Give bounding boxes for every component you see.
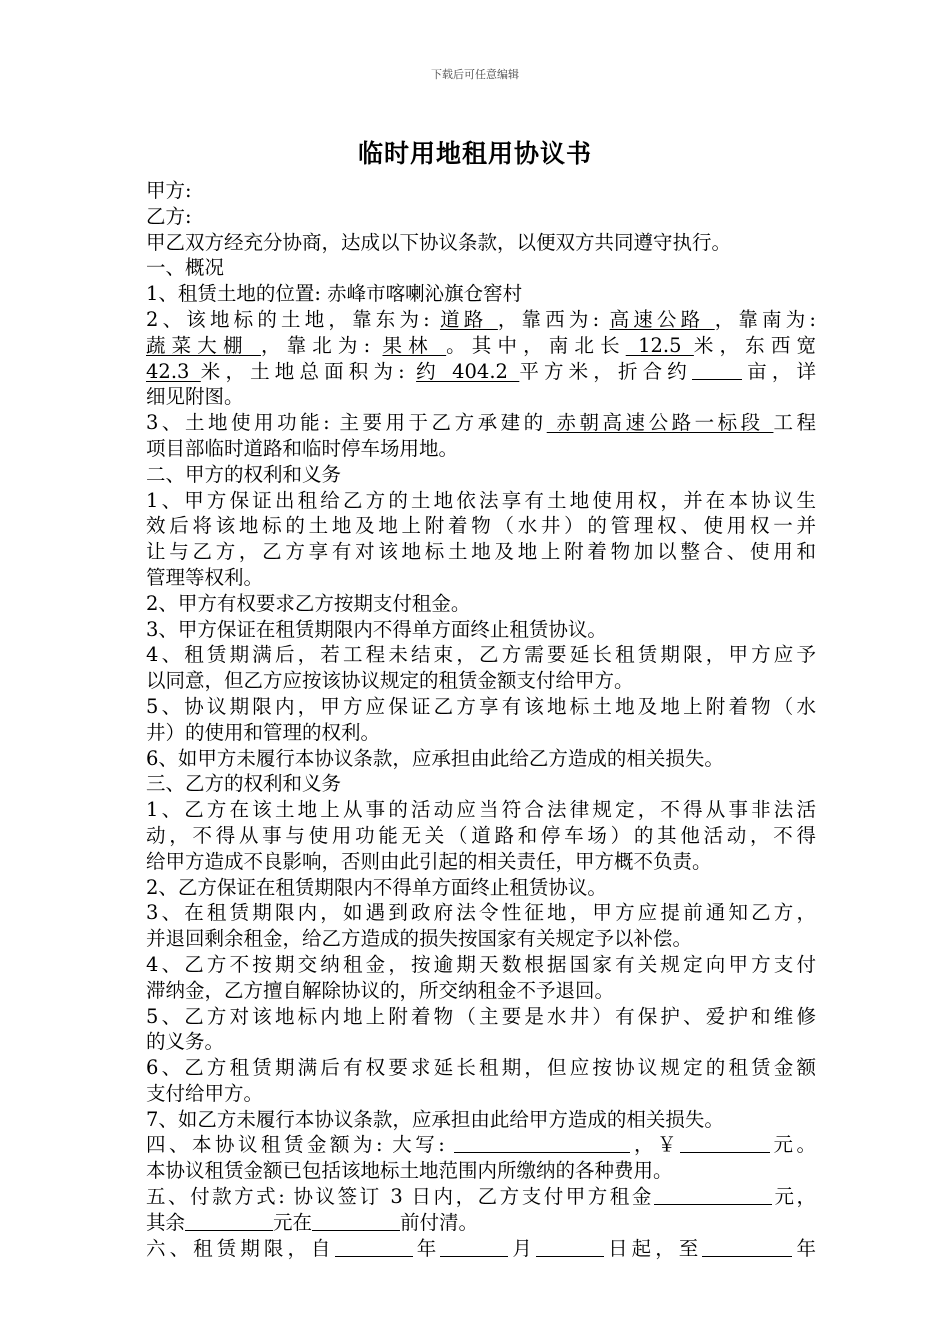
remaining-amount-field[interactable] (185, 1211, 273, 1231)
filled-field: 赤朝高速公路一标段 (546, 411, 774, 435)
text-segment: 六、租赁期限，自 (146, 1236, 335, 1260)
section-heading: 三、乙方的权利和义务 (146, 772, 342, 796)
text-segment: ，靠西为: (497, 307, 610, 331)
filled-field: 42.3 (146, 359, 201, 383)
document-body (146, 178, 816, 1261)
clause-line: 2、乙方保证在租赁期限内不得单方面终止租赁协议。 (146, 875, 607, 899)
payment-line (146, 1210, 816, 1236)
clause-line: 6、如甲方未履行本协议条款，应承担由此给乙方造成的相关损失。 (146, 746, 724, 770)
text-segment: 四、本协议租赁金额为: 大写: (146, 1133, 455, 1157)
text-segment: 元。 (769, 1133, 816, 1157)
clause-line: 1、租赁土地的位置: 赤峰市喀喇沁旗仓窖村 (146, 282, 523, 306)
clause-line (146, 307, 816, 333)
text-segment: ，￥ (630, 1133, 680, 1157)
text-segment: 3、土地使用功能: 主要用于乙方承建的 (146, 411, 547, 435)
text-segment: 年 (412, 1236, 441, 1260)
clause-line: 效后将该地标的土地及地上附着物（水井）的管理权、使用权一并 (146, 514, 816, 538)
clause-line: 1、乙方在该土地上从事的活动应当符合法律规定，不得从事非法活 (146, 798, 816, 822)
clause-line (146, 359, 816, 385)
clause-line (146, 410, 816, 436)
due-date-field[interactable] (312, 1211, 400, 1231)
start-year-field[interactable] (335, 1237, 413, 1257)
clause-line: 5、协议期限内，甲方应保证乙方享有该地标土地及地上附着物（水 (146, 694, 816, 718)
section-heading: 一、概况 (146, 256, 225, 280)
clause-line: 7、如乙方未履行本协议条款，应承担由此给甲方造成的相关损失。 (146, 1107, 724, 1131)
clause-line: 给甲方造成不良影响，否则由此引起的相关责任，甲方概不负责。 (146, 849, 712, 873)
clause-line: 4、租赁期满后，若工程未结束，乙方需要延长租赁期限，甲方应予 (146, 643, 816, 667)
text-segment: 日起，至 (603, 1236, 703, 1260)
clause-line: 3、在租赁期限内，如遇到政府法令性征地，甲方应提前通知乙方， (146, 901, 816, 925)
amount-words-field[interactable] (454, 1133, 630, 1153)
preamble-line: 甲乙双方经充分协商，达成以下协议条款，以便双方共同遵守执行。 (146, 230, 732, 254)
text-segment: 五、付款方式: 协议签订 3 日内，乙方支付甲方租金 (146, 1185, 654, 1209)
clause-line: 滞纳金，乙方擅自解除协议的，所交纳租金不予退回。 (146, 978, 615, 1002)
text-segment: 。其中，南北长 (446, 333, 626, 357)
clause-line: 动，不得从事与使用功能无关（道路和停车场）的其他活动，不得 (146, 823, 816, 847)
clause-line: 并退回剩余租金，给乙方造成的损失按国家有关规定予以补偿。 (146, 927, 693, 951)
clause-line: 的义务。 (146, 1030, 225, 1054)
party-a-line: 甲方: (146, 179, 192, 202)
text-segment: 亩，详 (741, 359, 816, 383)
filled-field: 约 404.2 (416, 359, 520, 383)
clause-line: 管理等权利。 (146, 565, 264, 589)
filled-field: 高速公路 (609, 307, 715, 331)
clause-line: 井）的使用和管理的权利。 (146, 720, 381, 744)
start-month-field[interactable] (440, 1237, 508, 1257)
text-segment: 元在 (273, 1210, 313, 1234)
filled-field: 12.5 (625, 333, 694, 357)
clause-line: 6、乙方租赁期满后有权要求延长租期，但应按协议规定的租赁金额 (146, 1056, 816, 1080)
header-note: 下载后可任意编辑 (431, 68, 519, 81)
document-title: 临时用地租用协议书 (357, 139, 592, 168)
text-segment: 米，东西宽 (693, 333, 816, 357)
text-segment: 其余 (146, 1210, 186, 1234)
clause-line: 4、乙方不按期交纳租金，按逾期天数根据国家有关规定向甲方支付 (146, 952, 816, 976)
text-segment: 米，土地总面积为: (200, 359, 417, 383)
text-segment: ，靠南为: (714, 307, 816, 331)
clause-line: 让与乙方，乙方享有对该地标土地及地上附着物加以整合、使用和 (146, 540, 816, 564)
clause-line: 项目部临时道路和临时停车场用地。 (146, 436, 459, 460)
lease-term-line (146, 1236, 816, 1262)
section-heading: 二、甲方的权利和义务 (146, 462, 342, 486)
clause-line: 细见附图。 (146, 385, 244, 409)
clause-line: 支付给甲方。 (146, 1081, 264, 1105)
blank-field[interactable] (692, 360, 742, 380)
text-segment: 平方米，折合约 (519, 359, 692, 383)
text-segment: 元， (771, 1185, 816, 1209)
text-segment: ，靠北为: (260, 333, 383, 357)
rent-amount-line (146, 1132, 816, 1158)
text-segment: 前付清。 (400, 1210, 479, 1234)
filled-field: 道路 (440, 307, 498, 331)
payment-line (146, 1184, 816, 1210)
clause-line (146, 333, 816, 359)
filled-field: 果林 (382, 333, 447, 357)
clause-line: 1、甲方保证出租给乙方的土地依法享有土地使用权，并在本协议生 (146, 488, 816, 512)
filled-field: 蔬菜大棚 (146, 333, 261, 357)
clause-line: 本协议租赁金额已包括该地标土地范围内所缴纳的各种费用。 (146, 1159, 673, 1183)
party-b-line: 乙方: (146, 204, 192, 228)
text-segment: 2、该地标的土地，靠东为: (146, 307, 441, 331)
text-segment: 月 (508, 1236, 536, 1260)
start-day-field[interactable] (536, 1237, 604, 1257)
clause-line: 2、甲方有权要求乙方按期支付租金。 (146, 591, 471, 615)
end-year-field[interactable] (702, 1237, 792, 1257)
clause-line: 以同意，但乙方应按该协议规定的租赁金额支付给甲方。 (146, 669, 634, 693)
deposit-amount-field[interactable] (654, 1185, 772, 1205)
text-segment: 工程 (773, 411, 816, 435)
text-segment: 年 (792, 1236, 816, 1260)
amount-yuan-field[interactable] (680, 1133, 770, 1153)
clause-line: 5、乙方对该地标内地上附着物（主要是水井）有保护、爱护和维修 (146, 1004, 816, 1028)
clause-line: 3、甲方保证在租赁期限内不得单方面终止租赁协议。 (146, 617, 607, 641)
